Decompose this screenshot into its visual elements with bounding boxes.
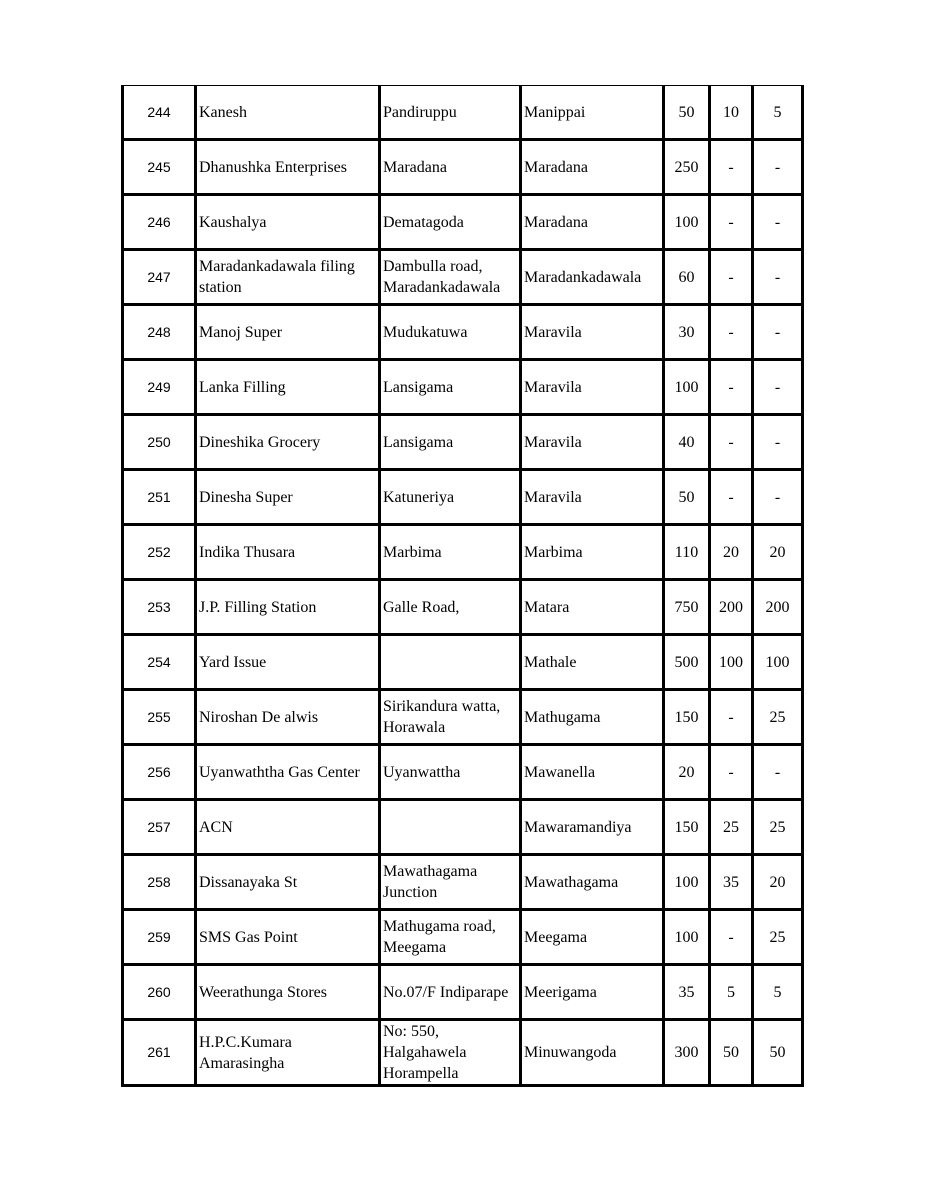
quantity-3-cell: 20: [753, 855, 803, 910]
address-cell: Galle Road,: [380, 580, 521, 635]
quantity-2-cell: -: [710, 250, 753, 305]
row-number-cell: 250: [123, 415, 196, 470]
dealer-name-cell: Dineshika Grocery: [196, 415, 380, 470]
area-cell: Maravila: [521, 415, 664, 470]
quantity-3-cell: -: [753, 470, 803, 525]
dealer-name-cell: Maradankadawala filing station: [196, 250, 380, 305]
table-row: [123, 965, 803, 1020]
address-cell: [380, 635, 521, 690]
quantity-2-cell: -: [710, 140, 753, 195]
quantity-3-cell: -: [753, 305, 803, 360]
quantity-1-cell: 100: [664, 195, 710, 250]
table-row: [123, 910, 803, 965]
quantity-1-cell: 150: [664, 690, 710, 745]
quantity-1-cell: 50: [664, 86, 710, 140]
row-number-cell: 254: [123, 635, 196, 690]
table-row: [123, 1020, 803, 1086]
area-cell: Mathale: [521, 635, 664, 690]
address-cell: No.07/F Indiparape: [380, 965, 521, 1020]
quantity-3-cell: -: [753, 745, 803, 800]
quantity-3-cell: -: [753, 415, 803, 470]
quantity-1-cell: 750: [664, 580, 710, 635]
quantity-3-cell: -: [753, 195, 803, 250]
table-row: [123, 745, 803, 800]
dealer-name-cell: Yard Issue: [196, 635, 380, 690]
address-cell: Pandiruppu: [380, 86, 521, 140]
quantity-2-cell: -: [710, 745, 753, 800]
area-cell: Maravila: [521, 305, 664, 360]
dealer-name-cell: H.P.C.Kumara Amarasingha: [196, 1020, 380, 1086]
quantity-2-cell: 200: [710, 580, 753, 635]
dealer-name-cell: ACN: [196, 800, 380, 855]
dealer-name-cell: Manoj Super: [196, 305, 380, 360]
dealer-name-cell: J.P. Filling Station: [196, 580, 380, 635]
quantity-3-cell: 5: [753, 965, 803, 1020]
address-cell: Sirikandura watta, Horawala: [380, 690, 521, 745]
row-number-cell: 247: [123, 250, 196, 305]
quantity-2-cell: -: [710, 690, 753, 745]
quantity-1-cell: 20: [664, 745, 710, 800]
address-cell: Mathugama road, Meegama: [380, 910, 521, 965]
address-cell: Lansigama: [380, 360, 521, 415]
area-cell: Maravila: [521, 470, 664, 525]
row-number-cell: 244: [123, 86, 196, 140]
quantity-1-cell: 50: [664, 470, 710, 525]
quantity-1-cell: 40: [664, 415, 710, 470]
quantity-2-cell: -: [710, 415, 753, 470]
address-cell: Mudukatuwa: [380, 305, 521, 360]
row-number-cell: 245: [123, 140, 196, 195]
quantity-1-cell: 300: [664, 1020, 710, 1086]
quantity-1-cell: 35: [664, 965, 710, 1020]
area-cell: Maradankadawala: [521, 250, 664, 305]
area-cell: Mawanella: [521, 745, 664, 800]
address-cell: Katuneriya: [380, 470, 521, 525]
dealer-name-cell: Indika Thusara: [196, 525, 380, 580]
address-cell: Maradana: [380, 140, 521, 195]
dealer-name-cell: Uyanwaththa Gas Center: [196, 745, 380, 800]
table-row: [123, 470, 803, 525]
row-number-cell: 251: [123, 470, 196, 525]
quantity-2-cell: 20: [710, 525, 753, 580]
dealer-name-cell: Kaushalya: [196, 195, 380, 250]
row-number-cell: 256: [123, 745, 196, 800]
table-row: [123, 855, 803, 910]
quantity-1-cell: 100: [664, 910, 710, 965]
quantity-3-cell: 50: [769, 1044, 786, 1061]
dealer-name-cell: Kanesh: [196, 86, 380, 140]
quantity-2-cell: -: [710, 910, 753, 965]
quantity-3-cell: 25: [753, 910, 803, 965]
area-cell: Maradana: [521, 195, 664, 250]
table-row: [123, 140, 803, 195]
table-row: [123, 360, 803, 415]
table-row: [123, 305, 803, 360]
quantity-2-cell: 35: [710, 855, 753, 910]
quantity-2-cell: 25: [710, 800, 753, 855]
dealer-name-cell: Weerathunga Stores: [196, 965, 380, 1020]
quantity-3-cell: 200: [753, 580, 803, 635]
row-number-cell: 255: [123, 690, 196, 745]
area-cell: Meegama: [521, 910, 664, 965]
quantity-3-cell: -: [753, 250, 803, 305]
row-number-cell: 252: [123, 525, 196, 580]
quantity-1-cell: 100: [664, 855, 710, 910]
area-cell: Mathugama: [521, 690, 664, 745]
dealer-table: [121, 85, 804, 1087]
area-cell: Minuwangoda: [521, 1020, 664, 1086]
quantity-1-cell: 60: [664, 250, 710, 305]
table-row: [123, 635, 803, 690]
quantity-1-cell: 250: [664, 140, 710, 195]
table-row: [123, 250, 803, 305]
address-cell: Lansigama: [380, 415, 521, 470]
quantity-3-cell: -: [753, 360, 803, 415]
table-row: [123, 580, 803, 635]
table-row: [123, 86, 803, 140]
quantity-2-cell: -: [710, 470, 753, 525]
address-cell: Dematagoda: [380, 195, 521, 250]
area-cell: Meerigama: [521, 965, 664, 1020]
dealer-table-body: [123, 86, 803, 1086]
quantity-3-cell: 20: [753, 525, 803, 580]
area-cell: Matara: [521, 580, 664, 635]
dealer-name-cell: Dissanayaka St: [196, 855, 380, 910]
quantity-2-cell: 10: [710, 86, 753, 140]
area-cell: Manippai: [521, 86, 664, 140]
row-number-cell: 258: [123, 855, 196, 910]
quantity-1-cell: 500: [664, 635, 710, 690]
quantity-3-cell: 5: [753, 86, 803, 140]
address-cell: Mawathagama Junction: [380, 855, 521, 910]
table-row: [123, 415, 803, 470]
quantity-2-cell: -: [710, 360, 753, 415]
dealer-name-cell: Dinesha Super: [196, 470, 380, 525]
quantity-1-cell: 100: [664, 360, 710, 415]
address-cell: [380, 800, 521, 855]
quantity-2-cell: -: [710, 305, 753, 360]
table-row: [123, 195, 803, 250]
table-row: [123, 690, 803, 745]
address-cell: Dambulla road, Maradankadawala: [380, 250, 521, 305]
row-number-cell: 248: [123, 305, 196, 360]
quantity-3-cell: 25: [753, 690, 803, 745]
dealer-name-cell: SMS Gas Point: [196, 910, 380, 965]
quantity-2-cell: 50: [710, 1020, 753, 1086]
address-cell: Uyanwattha: [380, 745, 521, 800]
quantity-2-cell: 100: [710, 635, 753, 690]
quantity-3-cell: -: [753, 140, 803, 195]
dealer-name-cell: Dhanushka Enterprises: [196, 140, 380, 195]
row-number-cell: 253: [123, 580, 196, 635]
quantity-1-cell: 110: [664, 525, 710, 580]
row-number-cell: 259: [123, 910, 196, 965]
area-cell: Maradana: [521, 140, 664, 195]
area-cell: Marbima: [521, 525, 664, 580]
quantity-3-cell: 100: [753, 635, 803, 690]
quantity-1-cell: 150: [664, 800, 710, 855]
quantity-3-cell: 25: [753, 800, 803, 855]
row-number-cell: 261: [123, 1020, 196, 1086]
quantity-2-cell: -: [710, 195, 753, 250]
table-row: [123, 525, 803, 580]
row-number-cell: 260: [123, 965, 196, 1020]
row-number-cell: 257: [123, 800, 196, 855]
table-row: [123, 800, 803, 855]
area-cell: Maravila: [521, 360, 664, 415]
area-cell: Mawathagama: [521, 855, 664, 910]
address-cell: No: 550, Halgahawela Horampella: [380, 1020, 521, 1086]
row-number-cell: 246: [123, 195, 196, 250]
address-cell: Marbima: [380, 525, 521, 580]
quantity-2-cell: 5: [710, 965, 753, 1020]
row-number-cell: 249: [123, 360, 196, 415]
dealer-name-cell: Niroshan De alwis: [196, 690, 380, 745]
quantity-1-cell: 30: [664, 305, 710, 360]
area-cell: Mawaramandiya: [521, 800, 664, 855]
dealer-name-cell: Lanka Filling: [196, 360, 380, 415]
